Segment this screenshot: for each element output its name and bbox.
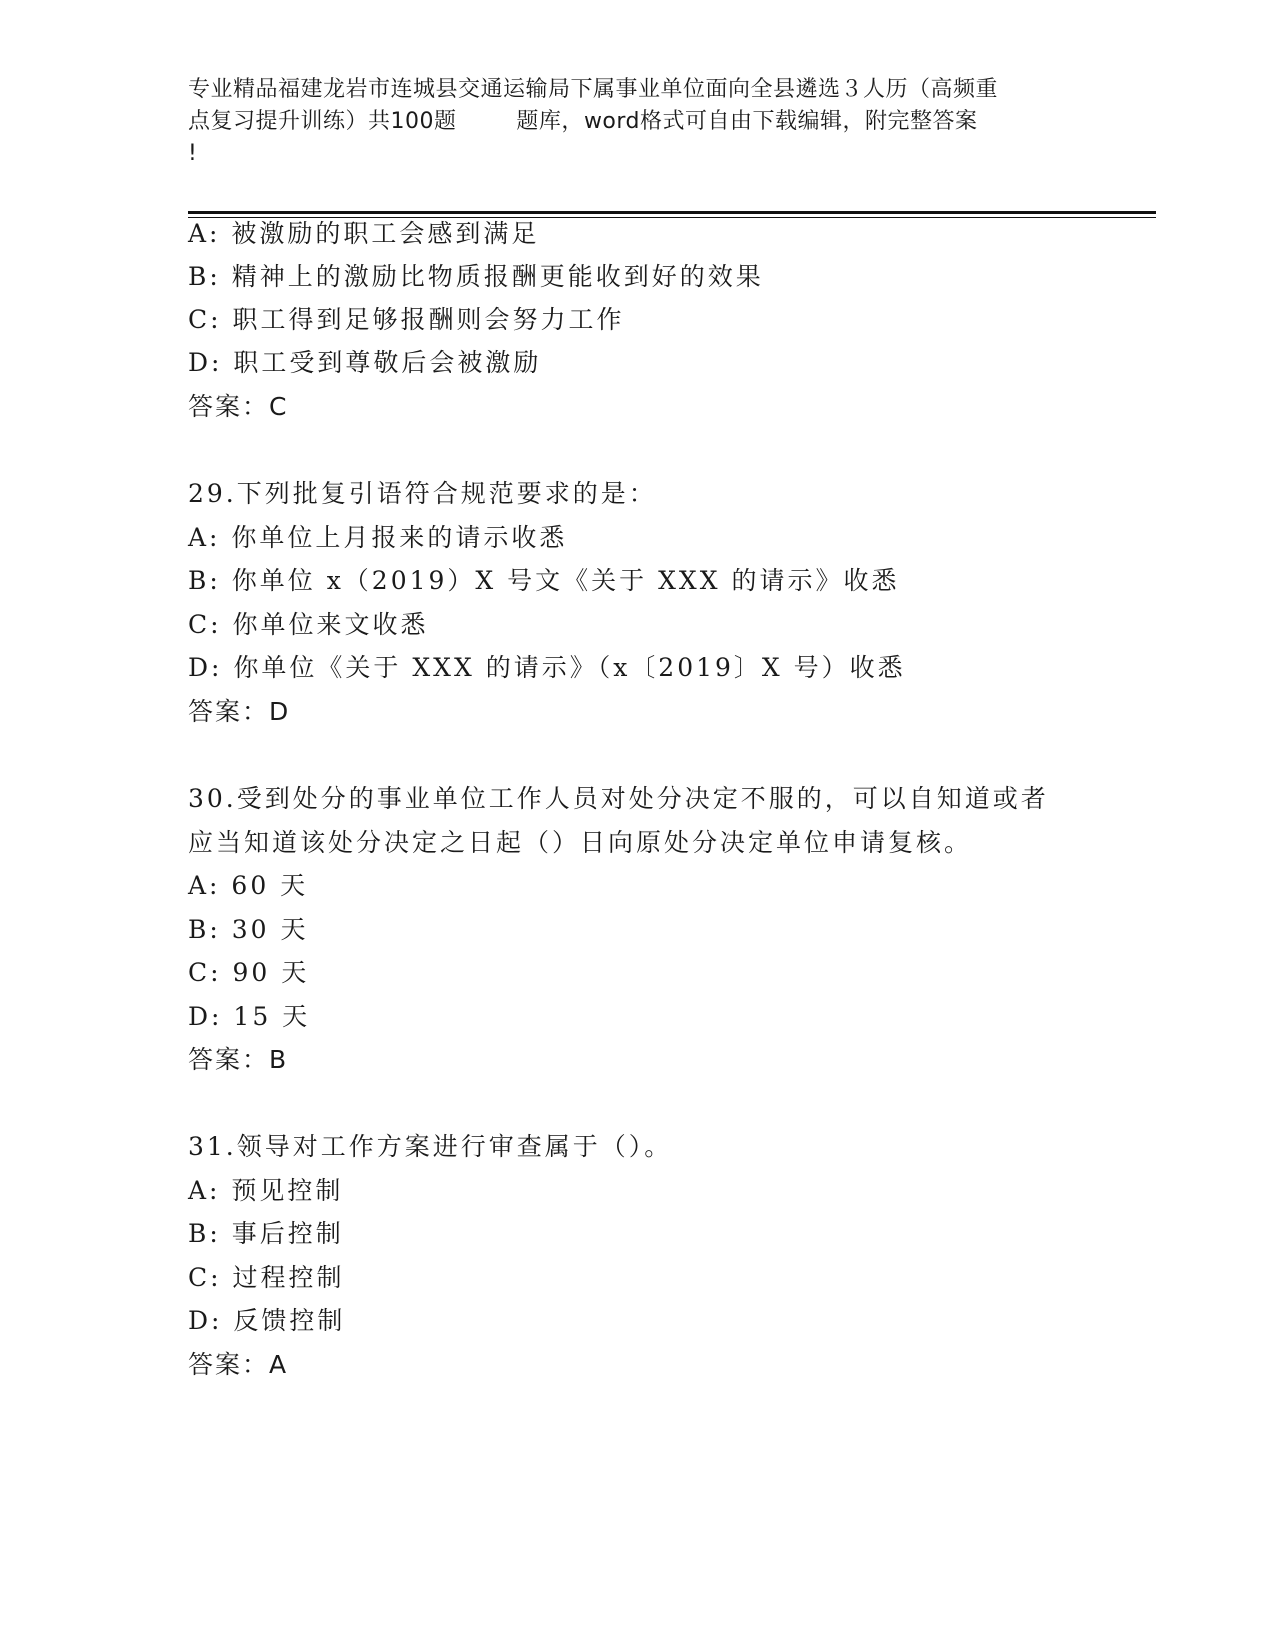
option-c: C: 90 天 (188, 958, 310, 987)
option-d: D: 职工受到尊敬后会被激励 (188, 348, 542, 377)
option-b: B: 精神上的激励比物质报酬更能收到好的效果 (188, 262, 764, 291)
answer: 答案：A (188, 1350, 289, 1379)
header-divider-thick (188, 211, 1156, 214)
option-d: D: 你单位《关于 XXX 的请示》（x〔2019〕X 号）收悉 (188, 653, 906, 682)
document-header (188, 74, 1088, 170)
answer: 答案：B (188, 1045, 289, 1074)
question-stem: 30.受到处分的事业单位工作人员对处分决定不服的，可以自知道或者 (188, 784, 1049, 813)
question-stem: 29.下列批复引语符合规范要求的是： (188, 479, 657, 508)
option-a: A: 60 天 (188, 871, 309, 900)
option-b: B: 事后控制 (188, 1219, 344, 1248)
option-a: A: 被激励的职工会感到满足 (188, 219, 540, 248)
option-d: D: 反馈控制 (188, 1306, 346, 1335)
header-line: 专业精品福建龙岩市连城县交通运输局下属事业单位面向全县遴选３人历（高频重 (188, 77, 999, 102)
header-line: ! (188, 141, 198, 166)
question-stem: 31.领导对工作方案进行审查属于（）。 (188, 1132, 673, 1161)
option-c: C: 职工得到足够报酬则会努力工作 (188, 305, 625, 334)
option-a: A: 预见控制 (188, 1176, 344, 1205)
answer: 答案：C (188, 392, 289, 421)
option-c: C: 过程控制 (188, 1263, 345, 1292)
answer: 答案：D (188, 697, 291, 726)
option-b: B: 你单位 x（2019）X 号文《关于 XXX 的请示》收悉 (188, 566, 900, 595)
option-c: C: 你单位来文收悉 (188, 610, 429, 639)
option-b: B: 30 天 (188, 915, 309, 944)
question-stem-continued: 应当知道该处分决定之日起（）日向原处分决定单位申请复核。 (188, 828, 973, 857)
option-d: D: 15 天 (188, 1002, 311, 1031)
header-line: 点复习提升训练）共100题 题库，word格式可自由下载编辑，附完整答案 (188, 109, 978, 134)
option-a: A: 你单位上月报来的请示收悉 (188, 523, 568, 552)
